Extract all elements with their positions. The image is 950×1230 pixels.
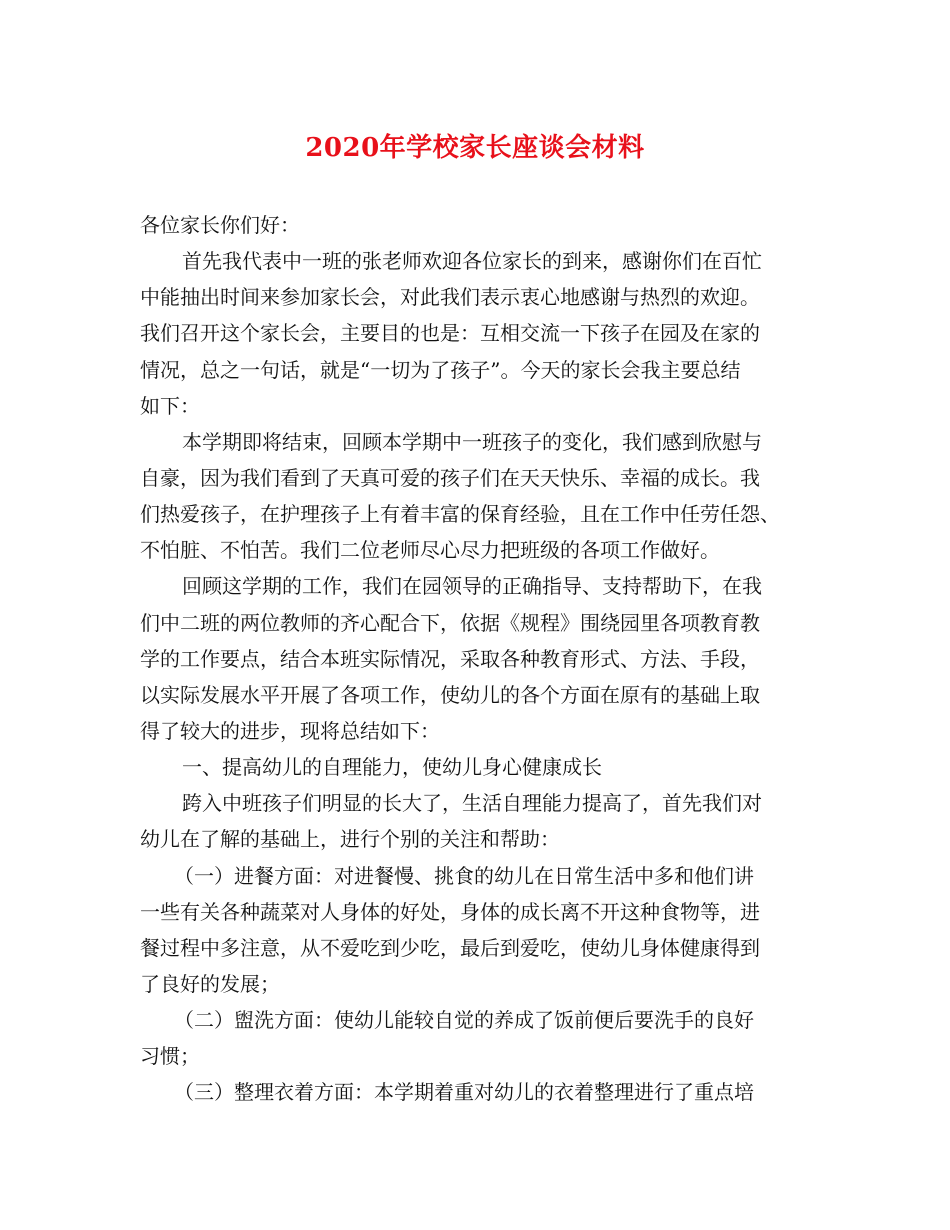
- text-line: 如下：: [140, 393, 200, 418]
- text-line: 习惯；: [140, 1044, 200, 1069]
- text-line: 得了较大的进步，现将总结如下：: [140, 718, 440, 743]
- text-line: 们热爱孩子，在护理孩子上有着丰富的保育经验，且在工作中任劳任怨、: [140, 502, 780, 527]
- text-line: （二）盥洗方面：使幼儿能较自觉的养成了饭前便后要洗手的良好: [174, 1008, 754, 1033]
- document-body: [140, 207, 820, 1111]
- text-line: 中能抽出时间来参加家长会，对此我们表示衷心地感谢与热烈的欢迎。: [140, 285, 760, 310]
- text-line: 以实际发展水平开展了各项工作，使幼儿的各个方面在原有的基础上取: [140, 682, 760, 707]
- text-line: 回顾这学期的工作，我们在园领导的正确指导、支持帮助下，在我: [182, 574, 762, 599]
- text-line-salutation: 各位家长你们好：: [140, 213, 300, 237]
- text-line: 不怕脏、不怕苦。我们二位老师尽心尽力把班级的各项工作做好。: [140, 538, 720, 563]
- text-line: 了良好的发展；: [140, 971, 280, 996]
- text-line: 情况，总之一句话，就是“一切为了孩子”。今天的家长会我主要总结: [140, 357, 741, 382]
- text-line: 幼儿在了解的基础上，进行个别的关注和帮助：: [140, 827, 560, 852]
- text-line: 餐过程中多注意，从不爱吃到少吃，最后到爱吃，使幼儿身体健康得到: [140, 935, 760, 960]
- document-title: 2020年学校家长座谈会材料: [305, 133, 645, 163]
- text-line: 跨入中班孩子们明显的长大了，生活自理能力提高了，首先我们对: [182, 791, 762, 816]
- text-line: 们中二班的两位教师的齐心配合下，依据《规程》围绕园里各项教育教: [140, 610, 760, 635]
- text-line: 一些有关各种蔬菜对人身体的好处，身体的成长离不开这种食物等，进: [140, 899, 760, 924]
- text-line: 首先我代表中一班的张老师欢迎各位家长的到来，感谢你们在百忙: [182, 249, 762, 274]
- section-heading: 一、提高幼儿的自理能力，使幼儿身心健康成长: [182, 755, 602, 780]
- text-line: 我们召开这个家长会，主要目的也是：互相交流一下孩子在园及在家的: [140, 321, 760, 346]
- text-line: （三）整理衣着方面：本学期着重对幼儿的衣着整理进行了重点培: [174, 1080, 754, 1105]
- text-line: 本学期即将结束，回顾本学期中一班孩子的变化，我们感到欣慰与: [182, 429, 762, 454]
- text-line: 自豪，因为我们看到了天真可爱的孩子们在天天快乐、幸福的成长。我: [140, 465, 760, 490]
- text-line: 学的工作要点，结合本班实际情况，采取各种教育形式、方法、手段，: [140, 646, 760, 671]
- text-line: （一）进餐方面：对进餐慢、挑食的幼儿在日常生活中多和他们讲: [174, 863, 754, 888]
